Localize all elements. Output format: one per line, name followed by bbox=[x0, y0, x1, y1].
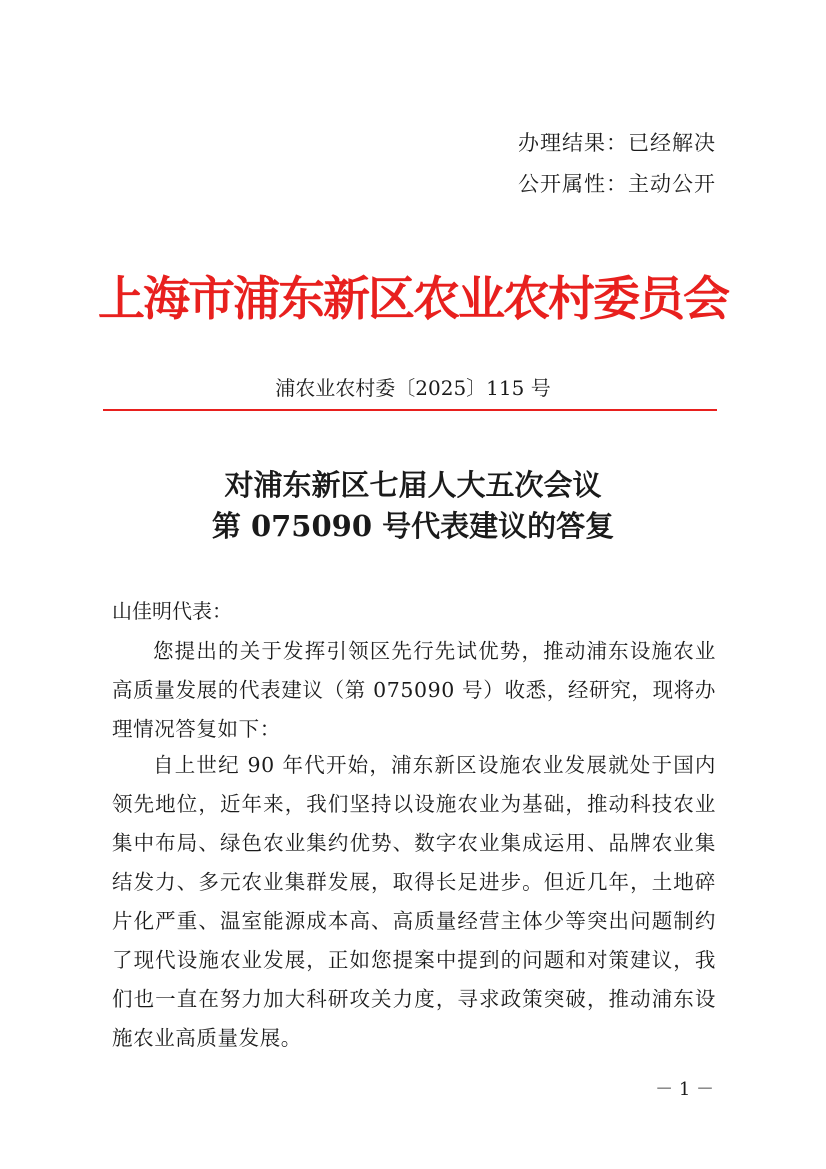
document-number: 浦农业农村委〔2025〕115 号 bbox=[275, 376, 551, 400]
title-line-1: 对浦东新区七届人大五次会议 bbox=[224, 468, 602, 502]
handling-result: 办理结果：已经解决 bbox=[518, 131, 716, 155]
body-paragraph-2: 自上世纪 90 年代开始，浦东新区设施农业发展就处于国内领先地位，近年来，我们坚持以设施农业为基础，推动科技农业集中布局、绿色农业集约优势、数字农业集成运用、品牌农业集结发力、多元农业集群发展，取得长足进步。但近几年，土地碎片化严重、温室能源成本高、高质量经营主体少等突出问题制约了现代设施农业发展，正如您提案中提到的问题和对策建议，我们也一直在努力加大科研攻关力度，寻求政策突破，推动浦东设施农业高质量发展。 bbox=[112, 753, 716, 1050]
disclosure-attribute: 公开属性：主动公开 bbox=[518, 172, 716, 196]
red-divider bbox=[103, 409, 717, 411]
salutation: 山佳明代表： bbox=[112, 599, 232, 623]
page-number: － 1 － bbox=[655, 1079, 714, 1100]
body-paragraph-1: 您提出的关于发挥引领区先行先试优势，推动浦东设施农业高质量发展的代表建议（第 075090 号）收悉，经研究，现将办理情况答复如下： bbox=[112, 639, 716, 741]
title-line-2: 第 075090 号代表建议的答复 bbox=[211, 509, 615, 543]
document-title bbox=[0, 465, 826, 547]
agency-name-masthead: 上海市浦东新区农业农村委员会 bbox=[98, 272, 728, 327]
